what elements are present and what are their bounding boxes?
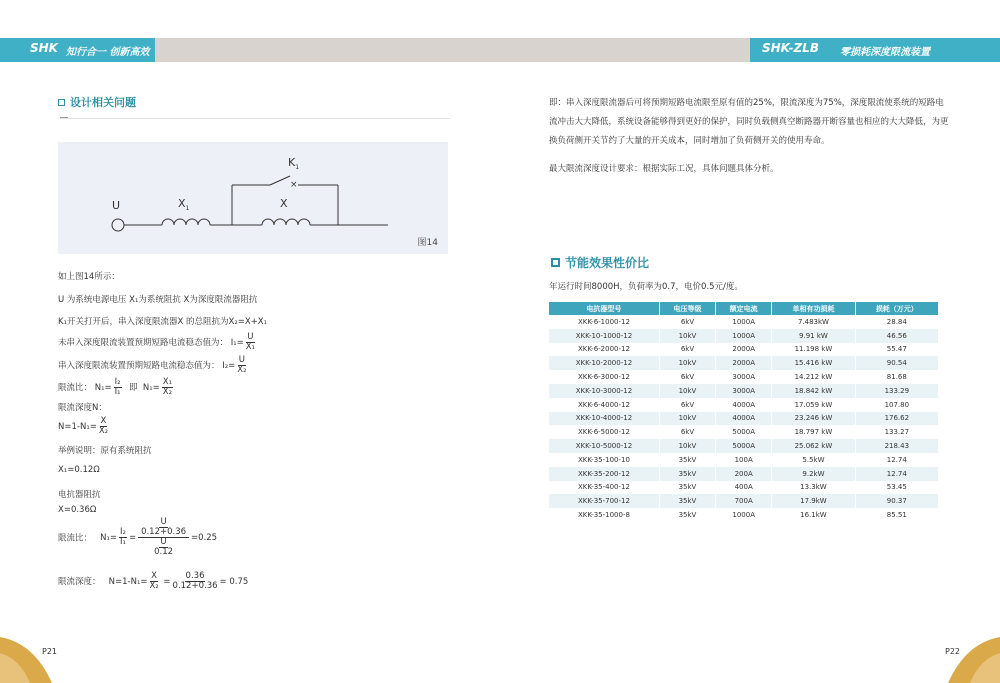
table-cell: XKK-35-200-12 [549, 467, 659, 481]
page-number-left: P21 [42, 647, 58, 656]
table-cell: XKK-6-3000-12 [549, 370, 659, 384]
table-cell: 16.1kW [772, 508, 855, 522]
table-cell: 17.059 kW [772, 398, 855, 412]
table-cell: XKK-10-5000-12 [549, 439, 659, 453]
text-line-6: 限流比： N₁= $\frac{\text{I₂}}{\text{I₁}}$ 即 N₁= $\frac{\text{X₁}}{\text{X₂}}$ [58, 377, 172, 397]
table-cell: 4000A [716, 398, 772, 412]
left-slogan: 知行合一 创新高效 [66, 47, 150, 58]
table-cell: XKK-6-1000-12 [549, 315, 659, 329]
table-cell: 2000A [716, 356, 772, 370]
text-line-7: 限流深度N： [58, 403, 107, 413]
table-cell: 1000A [716, 315, 772, 329]
table-row [549, 425, 939, 439]
table-cell: 4000A [716, 412, 772, 426]
table-row [549, 329, 939, 343]
table-cell: 85.51 [855, 508, 938, 522]
section-divider-mark [60, 117, 68, 118]
design-requirement: 最大限流深度设计要求：根据实际工况，具体问题具体分析。 [549, 164, 779, 174]
table-intro: 年运行时间8000H，负荷率为0.7，电价0.5元/度。 [549, 282, 743, 292]
circuit-diagram [58, 142, 448, 254]
table-cell: 90.54 [855, 356, 938, 370]
text-line-9: 举例说明：原有系统阻抗 [58, 446, 152, 456]
table-cell: 100A [716, 453, 772, 467]
table-row [549, 439, 939, 453]
svg-text:×: × [290, 180, 298, 190]
table-cell: 10kV [659, 356, 715, 370]
table-cell: XKK-35-400-12 [549, 481, 659, 495]
table-cell: XKK-10-3000-12 [549, 384, 659, 398]
table-cell: 6kV [659, 343, 715, 357]
table-cell: 5.5kW [772, 453, 855, 467]
table-cell: XKK-35-700-12 [549, 494, 659, 508]
table-row [549, 412, 939, 426]
table-cell: XKK-35-100-10 [549, 453, 659, 467]
table-row [549, 467, 939, 481]
table-header-cell: 单相有功损耗 [772, 302, 855, 315]
table-cell: 700A [716, 494, 772, 508]
table-cell: 35kV [659, 494, 715, 508]
table-cell: 133.27 [855, 425, 938, 439]
table-cell: 9.91 kW [772, 329, 855, 343]
table-row [549, 370, 939, 384]
table-cell: 13.3kW [772, 481, 855, 495]
corner-decoration-left [0, 633, 60, 683]
table-row [549, 315, 939, 329]
text-line-14: 限流深度： N=1-N₁= $\frac{X}{\text{X₂}}$ = $\frac{0.36}{0.12+0.36}$ = 0.75 [58, 571, 249, 591]
table-cell: 2000A [716, 343, 772, 357]
source-terminal-icon [112, 219, 124, 231]
table-row [549, 384, 939, 398]
circuit-diagram-svg [58, 142, 448, 254]
right-brand-logo: SHK-ZLB [762, 41, 819, 55]
section-title-design [58, 94, 136, 110]
table-cell: XKK-10-4000-12 [549, 412, 659, 426]
header-band-left-gray [155, 38, 500, 62]
table-cell: 81.68 [855, 370, 938, 384]
reactor-loss-table [549, 302, 939, 522]
table-row [549, 398, 939, 412]
square-bullet-icon [551, 258, 560, 267]
table-cell: 6kV [659, 370, 715, 384]
table-cell: 90.37 [855, 494, 938, 508]
table-cell: 5000A [716, 425, 772, 439]
table-cell: 35kV [659, 467, 715, 481]
page-number-right: P22 [945, 647, 961, 656]
section-divider [60, 118, 450, 119]
text-line-12: X=0.36Ω [58, 505, 97, 515]
table-cell: 9.2kW [772, 467, 855, 481]
table-cell: 12.74 [855, 453, 938, 467]
table-row [549, 453, 939, 467]
table-row [549, 343, 939, 357]
text-line-13: 限流比： N₁= $\frac{\text{I₂}}{\text{I₁}}$ = $\frac{\frac{U}{0.12+0.36}}{\frac{U}{0.12}}$ =0.25 [58, 517, 218, 557]
table-cell: 10kV [659, 412, 715, 426]
table-cell: XKK-35-1000-8 [549, 508, 659, 522]
table-cell: 35kV [659, 508, 715, 522]
table-cell: 18.797 kW [772, 425, 855, 439]
switch-k1-icon [270, 176, 290, 185]
table-cell: 17.9kW [772, 494, 855, 508]
section-title-efficiency [551, 254, 649, 271]
table-cell: 200A [716, 467, 772, 481]
text-line-2: U 为系统电源电压 X₁为系统阻抗 X为深度限流器阻抗 [58, 295, 258, 305]
table-cell: 53.45 [855, 481, 938, 495]
table-cell: 6kV [659, 315, 715, 329]
table-row [549, 494, 939, 508]
right-header-title: 零损耗深度限流装置 [840, 47, 930, 58]
table-row [549, 481, 939, 495]
text-line-10: X₁=0.12Ω [58, 465, 100, 475]
table-cell: 1000A [716, 508, 772, 522]
table-cell: 18.842 kW [772, 384, 855, 398]
table-cell: 6kV [659, 425, 715, 439]
table-body [549, 315, 939, 522]
table-cell: XKK-6-2000-12 [549, 343, 659, 357]
inductor-x-icon [262, 219, 310, 225]
table-cell: 28.84 [855, 315, 938, 329]
text-line-8: N=1-N₁= $\frac{X}{\text{X₂}}$ [58, 416, 109, 436]
table-cell: 23.246 kW [772, 412, 855, 426]
table-cell: XKK-10-1000-12 [549, 329, 659, 343]
figure-caption: 图14 [417, 238, 438, 248]
table-cell: 5000A [716, 439, 772, 453]
section-title-efficiency-text: 节能效果性价比 [565, 256, 650, 270]
header-band-right-gray [500, 38, 750, 62]
table-header-cell: 损耗（万元） [855, 302, 938, 315]
left-brand-logo: SHK [30, 41, 58, 55]
table-cell: 46.56 [855, 329, 938, 343]
text-line-5: 串入深度限流装置预期短路电流稳态值为： I₂= $\frac{U}{\text{X₂}}$ [58, 355, 247, 375]
table-header-row [549, 302, 939, 315]
table-cell: 10kV [659, 439, 715, 453]
table-cell: XKK-10-2000-12 [549, 356, 659, 370]
table-cell: 133.29 [855, 384, 938, 398]
text-line-1: 如上图14所示： [58, 272, 120, 282]
table-cell: 3000A [716, 370, 772, 384]
intro-paragraph: 即：串入深度限流器后可将预期短路电流限至原有值的25%，限流深度为75%，深度限流使系统的短路电流冲击大大降低，系统设备能够得到更好的保护，同时负载侧真空断路器开断容量也相应的大大降低，为更换负荷侧开关节约了大量的开关成本，同时增加了负荷侧开关的使用寿命。 [549, 98, 949, 146]
corner-decoration-right [940, 633, 1000, 683]
table-row [549, 356, 939, 370]
table-cell: 7.483kW [772, 315, 855, 329]
table-cell: 10kV [659, 329, 715, 343]
table-cell: 12.74 [855, 467, 938, 481]
table-header-cell: 电抗器型号 [549, 302, 659, 315]
table-cell: 107.80 [855, 398, 938, 412]
table-cell: 25.062 kW [772, 439, 855, 453]
text-line-3: K₁开关打开后，串入深度限流器X 的总阻抗为X₂=X+X₁ [58, 317, 268, 327]
table-cell: 10kV [659, 384, 715, 398]
table-header-cell: 额定电流 [716, 302, 772, 315]
table-row [549, 508, 939, 522]
label-u: U [112, 199, 121, 212]
table-header-cell: 电压等级 [659, 302, 715, 315]
table-cell: 400A [716, 481, 772, 495]
table-cell: 55.47 [855, 343, 938, 357]
text-line-4: 未串入深度限流装置预期短路电流稳态值为： I₁= $\frac{U}{\text{X₁}}$ [58, 332, 255, 352]
table-cell: 3000A [716, 384, 772, 398]
table-cell: 35kV [659, 453, 715, 467]
table-cell: 1000A [716, 329, 772, 343]
table-cell: XKK-6-5000-12 [549, 425, 659, 439]
table-cell: 176.62 [855, 412, 938, 426]
section-title-design-text: 设计相关问题 [70, 96, 136, 109]
table-cell: 11.198 kW [772, 343, 855, 357]
label-x: X [280, 197, 288, 210]
inductor-x1-icon [162, 219, 210, 225]
label-k1: $K_1$ [288, 156, 300, 172]
square-bullet-icon [58, 99, 65, 106]
table-cell: 6kV [659, 398, 715, 412]
table-cell: XKK-6-4000-12 [549, 398, 659, 412]
table-cell: 14.212 kW [772, 370, 855, 384]
label-x1: $X_1$ [178, 197, 190, 213]
text-line-11: 电抗器阻抗 [58, 490, 101, 500]
table-cell: 35kV [659, 481, 715, 495]
table-cell: 218.43 [855, 439, 938, 453]
table-cell: 15.416 kW [772, 356, 855, 370]
